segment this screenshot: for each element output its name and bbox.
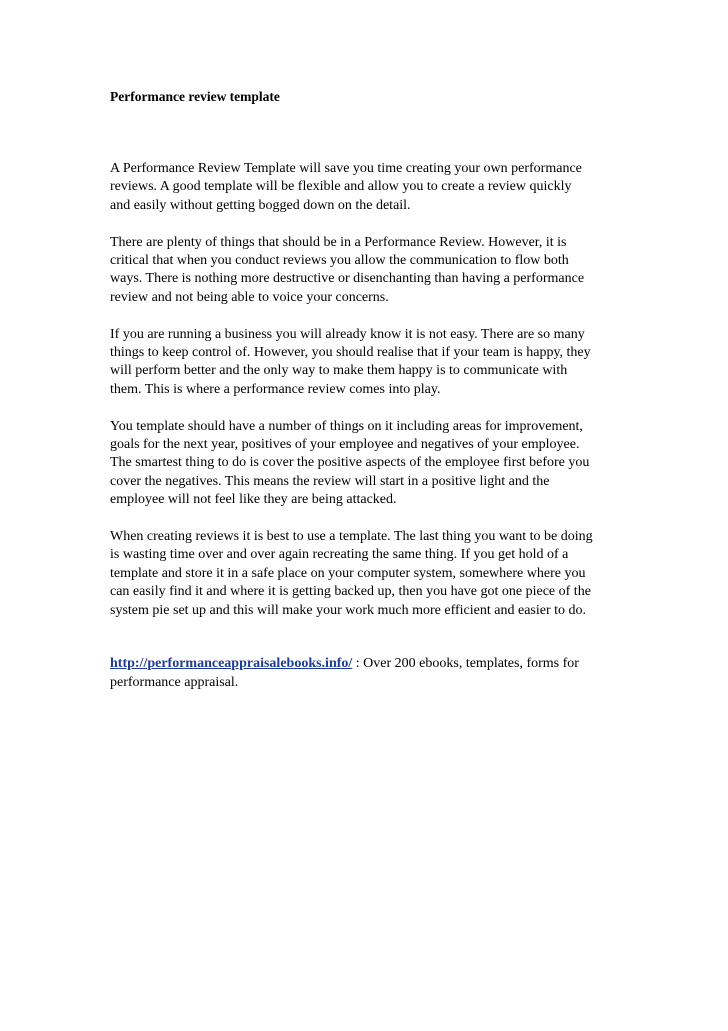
paragraph-line: system pie set up and this will make your work much more efficient and easier to do.	[110, 602, 587, 618]
document-content	[110, 88, 630, 692]
paragraph-line: template and store it in a safe place on your computer system, somewhere where you	[110, 565, 586, 581]
document-title: Performance review template	[110, 89, 280, 104]
paragraph-line: You template should have a number of things on it including areas for improvement,	[110, 418, 583, 434]
footer-link-description: : Over 200 ebooks, templates, forms for	[352, 656, 579, 672]
paragraph-line: A Performance Review Template will save you time creating your own performance	[110, 161, 582, 176]
paragraph-line: reviews. A good template will be flexible and allow you to create a review quickly	[110, 179, 572, 195]
document-body	[110, 160, 630, 620]
footer-paragraph	[110, 655, 630, 692]
paragraph-line: review and not being able to voice your concerns.	[110, 289, 389, 305]
paragraph-1	[110, 160, 630, 215]
paragraph-line: will perform better and the only way to make them happy is to communicate with	[110, 363, 568, 379]
footer-line	[110, 655, 630, 673]
paragraph-2	[110, 234, 630, 308]
paragraph-line: employee will not feel like they are being attacked.	[110, 492, 397, 508]
paragraph-line: goals for the next year, positives of your employee and negatives of your employee.	[110, 437, 580, 453]
paragraph-5	[110, 528, 630, 620]
paragraph-line: them. This is where a performance review comes into play.	[110, 381, 441, 397]
footer-second-line: performance appraisal.	[110, 674, 239, 690]
paragraph-line: can easily find it and where it is getting backed up, then you have got one piece of the	[110, 584, 591, 600]
paragraph-line: and easily without getting bogged down on the detail.	[110, 197, 411, 213]
paragraph-line: If you are running a business you will already know it is not easy. There are so many	[110, 326, 585, 342]
paragraph-line: The smartest thing to do is cover the positive aspects of the employee first before you	[110, 455, 590, 471]
paragraph-line: When creating reviews it is best to use a template. The last thing you want to be doing	[110, 529, 593, 545]
paragraph-line: critical that when you conduct reviews you allow the communication to flow both	[110, 253, 569, 269]
paragraph-line: things to keep control of. However, you should realise that if your team is happy, they	[110, 345, 591, 361]
paragraph-line: There are plenty of things that should be in a Performance Review. However, it is	[110, 234, 567, 250]
paragraph-3	[110, 326, 630, 400]
paragraph-line: cover the negatives. This means the review will start in a positive light and the	[110, 473, 550, 489]
ebooks-link[interactable]: http://performanceappraisalebooks.info/	[110, 656, 353, 672]
paragraph-line: ways. There is nothing more destructive or disenchanting than having a performance	[110, 271, 585, 287]
paragraph-4	[110, 418, 630, 510]
paragraph-line: is wasting time over and over again recreating the same thing. If you get hold of a	[110, 547, 569, 563]
